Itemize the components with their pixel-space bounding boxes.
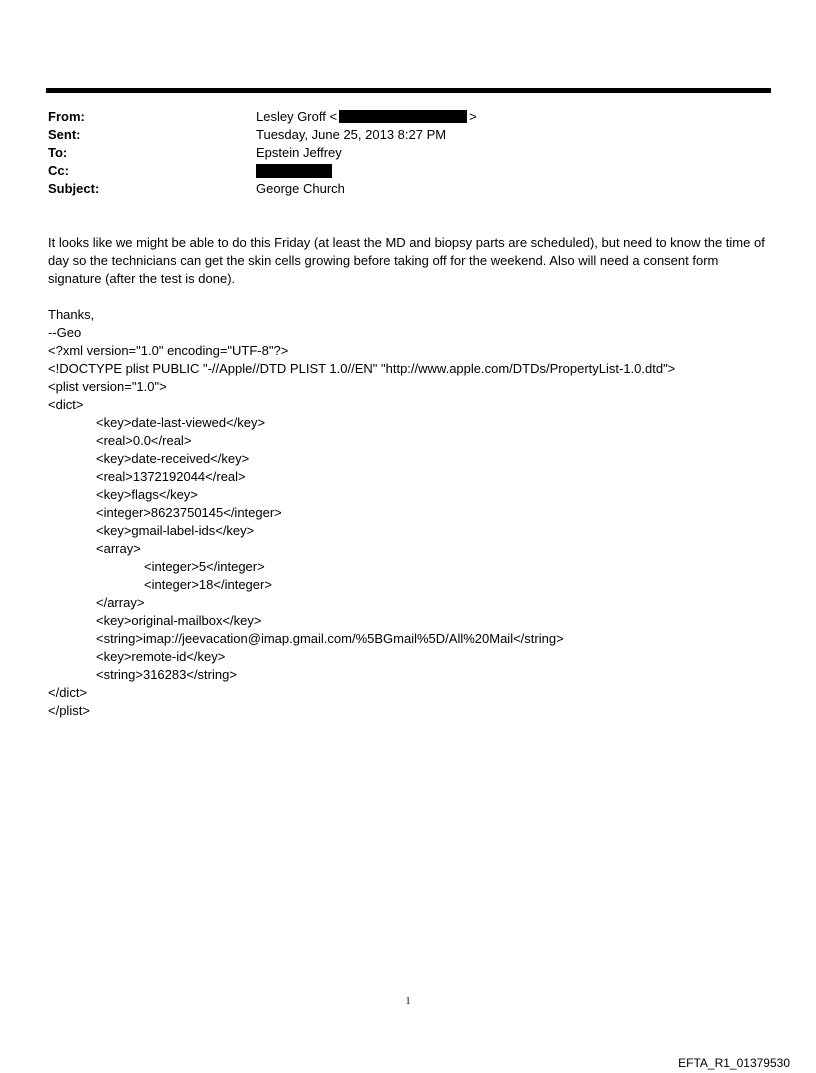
xml-plist-open: <plist version="1.0"> <box>48 379 167 394</box>
xml-dict-open: <dict> <box>48 397 84 412</box>
xml-line: <real>0.0</real> <box>96 433 192 448</box>
xml-line: <key>original-mailbox</key> <box>96 613 262 628</box>
from-label: From: <box>48 109 85 124</box>
from-name: Lesley Groff < <box>256 109 338 124</box>
sent-label: Sent: <box>48 127 81 142</box>
xml-line: <integer>18</integer> <box>144 577 272 592</box>
subject-value: George Church <box>256 181 345 196</box>
xml-line: <integer>8623750145</integer> <box>96 505 282 520</box>
signoff-thanks: Thanks, <box>48 307 95 322</box>
plist-xml-block <box>48 342 773 720</box>
to-value: Epstein Jeffrey <box>256 145 342 160</box>
subject-label: Subject: <box>48 181 100 196</box>
header-rule <box>46 88 771 93</box>
xml-line: <key>date-received</key> <box>96 451 250 466</box>
xml-line: <key>date-last-viewed</key> <box>96 415 266 430</box>
xml-line: <integer>5</integer> <box>144 559 265 574</box>
xml-plist-close: </plist> <box>48 703 90 718</box>
xml-doctype: <!DOCTYPE plist PUBLIC "-//Apple//DTD PLIST 1.0//EN" "http://www.apple.com/DTDs/PropertyList-1.0.dtd"> <box>48 361 676 376</box>
xml-line: <key>flags</key> <box>96 487 198 502</box>
xml-line: <array> <box>96 541 141 556</box>
redacted-email-box <box>339 110 467 123</box>
xml-line: <string>imap://jeevacation@imap.gmail.com/%5BGmail%5D/All%20Mail</string> <box>96 631 564 646</box>
redacted-cc-box <box>256 164 332 178</box>
from-close: > <box>469 109 477 124</box>
sent-row <box>48 126 768 144</box>
cc-row <box>48 162 768 180</box>
paragraph-gap <box>48 288 773 306</box>
to-row <box>48 144 768 162</box>
xml-declaration: <?xml version="1.0" encoding="UTF-8"?> <box>48 343 289 358</box>
email-header <box>48 108 768 198</box>
xml-dict-close: </dict> <box>48 685 88 700</box>
from-value <box>256 108 477 126</box>
xml-line: <key>gmail-label-ids</key> <box>96 523 255 538</box>
xml-line: <real>1372192044</real> <box>96 469 246 484</box>
signoff-name: --Geo <box>48 325 82 340</box>
subject-row <box>48 180 768 198</box>
from-row <box>48 108 768 126</box>
sent-value: Tuesday, June 25, 2013 8:27 PM <box>256 127 447 142</box>
email-body <box>48 234 773 720</box>
to-label: To: <box>48 145 68 160</box>
cc-value <box>256 162 332 180</box>
xml-line: </array> <box>96 595 145 610</box>
xml-line: <key>remote-id</key> <box>96 649 226 664</box>
document-id: EFTA_R1_01379530 <box>678 1056 790 1070</box>
xml-line: <string>316283</string> <box>96 667 237 682</box>
page-number: 1 <box>405 996 411 1007</box>
cc-label: Cc: <box>48 163 69 178</box>
body-paragraph: It looks like we might be able to do this Friday (at least the MD and biopsy parts are scheduled), but need to know the time of day so the technicians can get the skin cells growing before taking off for the weekend. Also will need a consent form signature (after the test is done). <box>48 235 765 286</box>
